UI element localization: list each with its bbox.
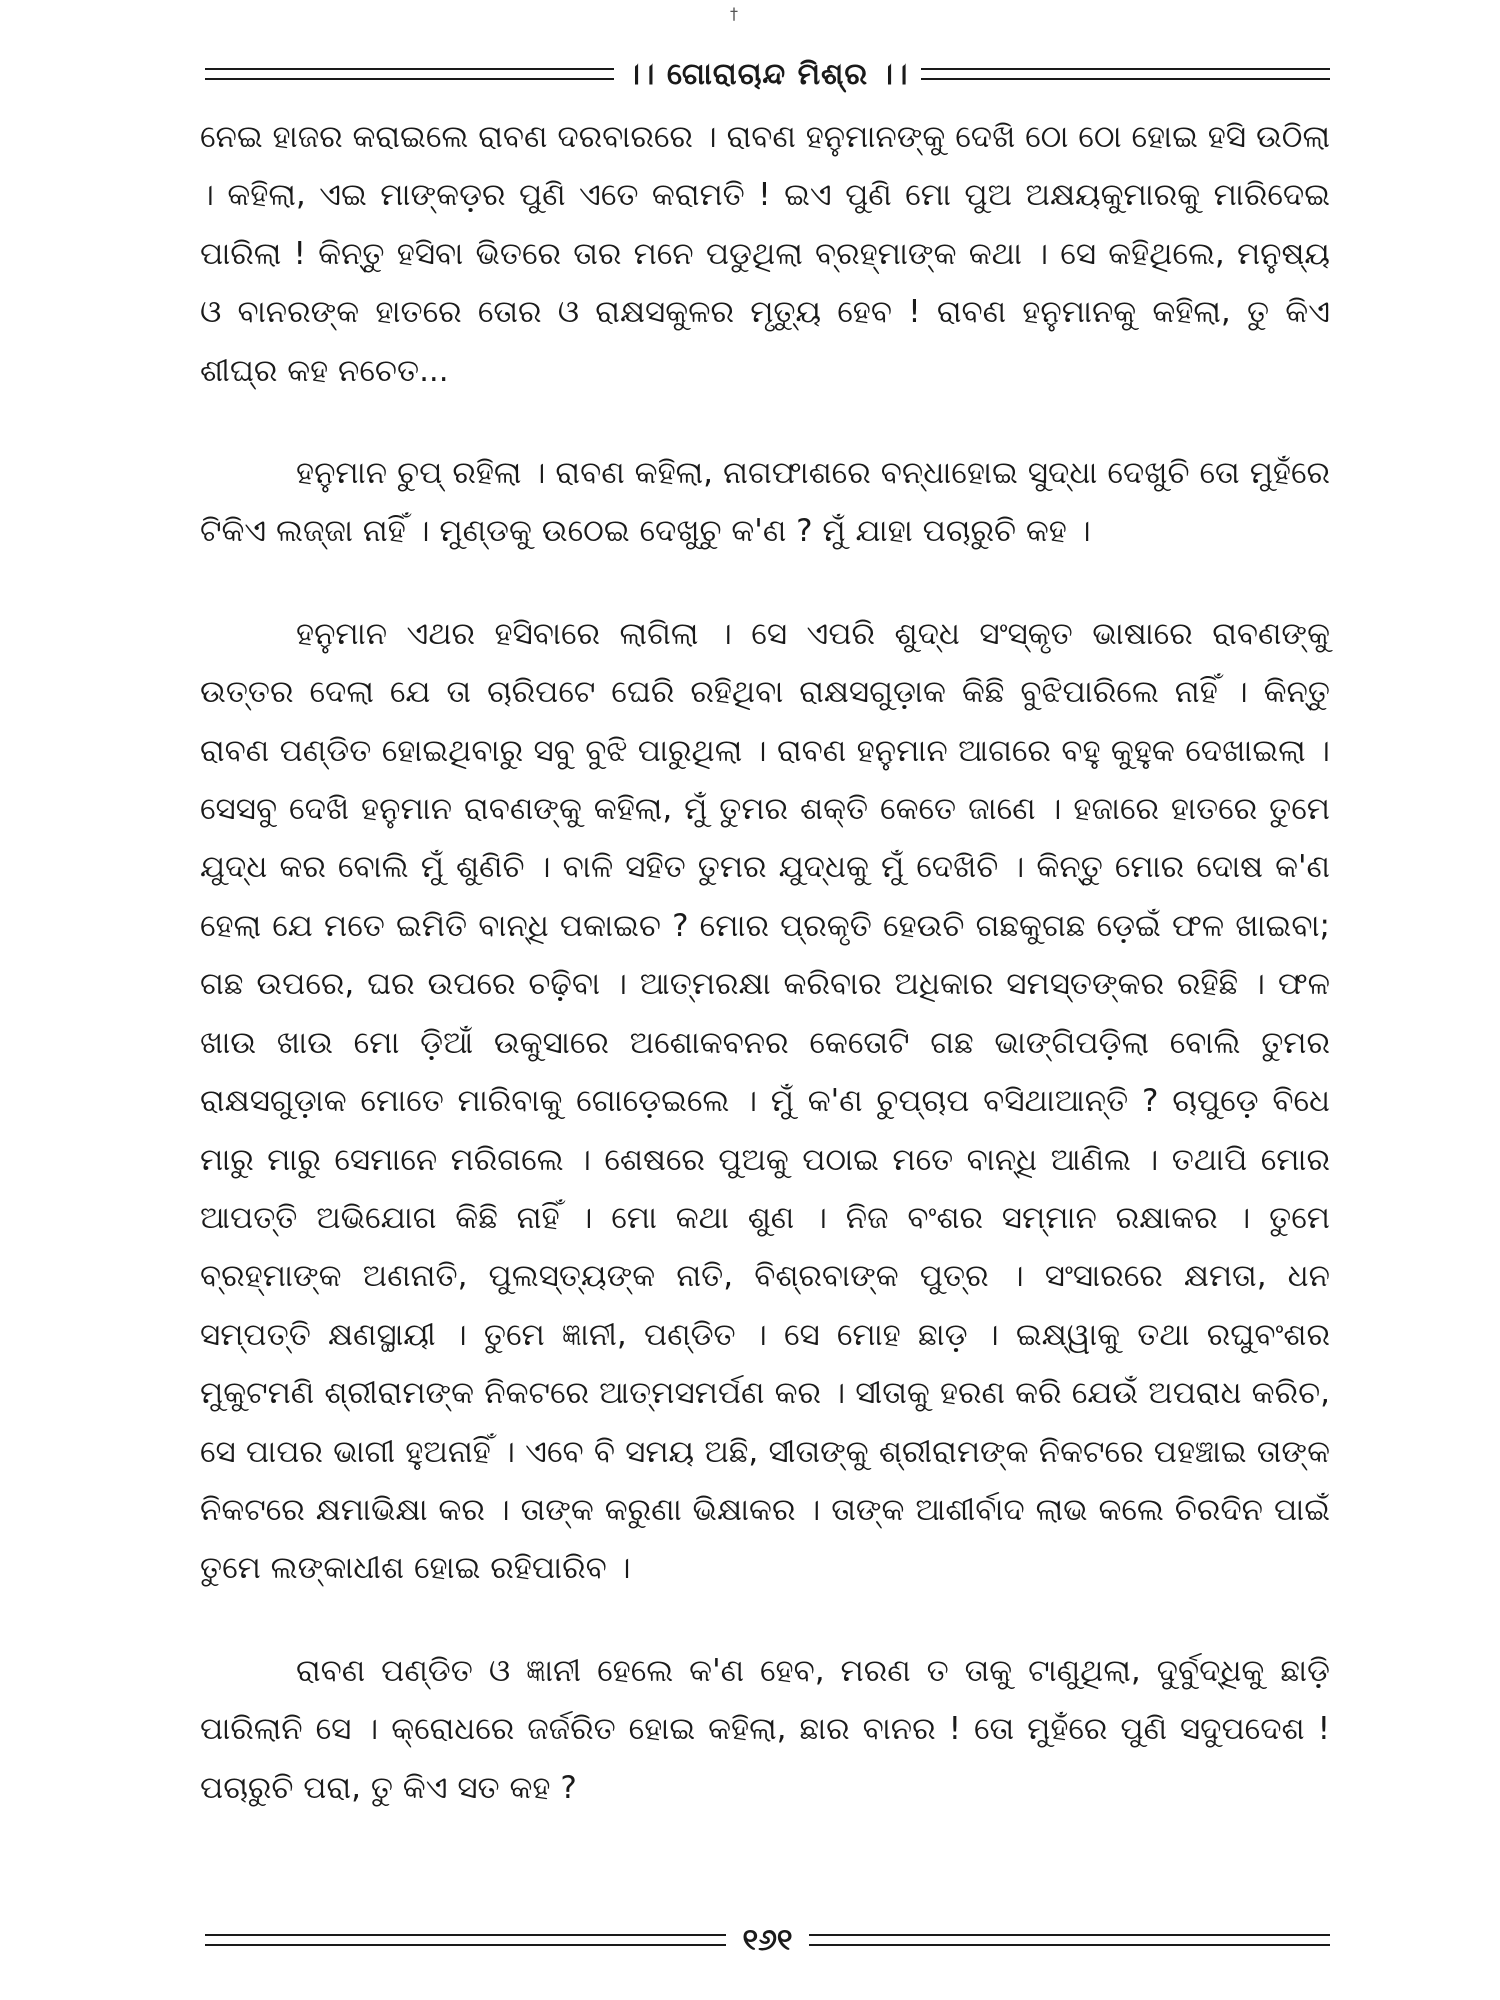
body-text xyxy=(200,108,1330,1817)
page-footer xyxy=(205,1918,1330,1962)
footer-rule-left xyxy=(205,1934,726,1946)
header-rule-right xyxy=(921,68,1330,80)
paragraph-2: ହନୁମାନ ଚୁପ୍ ରହିଲା । ରାବଣ କହିଲା, ନାଗଫାଶରେ ବନ୍ଧାହୋଇ ସୁଦ୍ଧା ଦେଖୁଚି ତୋ ମୁହଁରେ ଟିକିଏ ଲଜ୍ଜା ନାହିଁ । ମୁଣ୍ଡକୁ ଉଠେଇ ଦେଖୁଚୁ କ'ଣ ? ମୁଁ ଯାହା ପଚାରୁଚି କହ । xyxy=(200,455,1330,550)
header-rule-left xyxy=(205,68,614,80)
running-header xyxy=(205,52,1330,96)
paragraph-4: ରାବଣ ପଣ୍ଡିତ ଓ ଜ୍ଞାନୀ ହେଲେ କ'ଣ ହେବ, ମରଣ ତ ତାକୁ ଟାଣୁଥିଲା, ଦୁର୍ବୁଦ୍ଧିକୁ ଛାଡ଼ି ପାରିଲାନି ସେ । କ୍ରୋଧରେ ଜର୍ଜରିତ ହୋଇ କହିଲା, ଛାର ବାନର ! ତୋ ମୁହଁରେ ପୁଣି ସଦୁପଦେଶ ! ପଚାରୁଚି ପରା, ତୁ କିଏ ସତ କହ ? xyxy=(200,1652,1330,1806)
paragraph-3: ହନୁମାନ ଏଥର ହସିବାରେ ଲାଗିଲା । ସେ ଏପରି ଶୁଦ୍ଧ ସଂସ୍କୃତ ଭାଷାରେ ରାବଣଙ୍କୁ ଉତ୍ତର ଦେଲା ଯେ ତା ଚାରିପଟେ ଘେରି ରହିଥିବା ରାକ୍ଷସଗୁଡ଼ାକ କିଛି ବୁଝିପାରିଲେ ନାହିଁ । କିନ୍ତୁ ରାବଣ ପଣ୍ଡିତ ହୋଇଥିବାରୁ ସବୁ ବୁଝି ପାରୁଥିଲା । ରାବଣ ହନୁମାନ ଆଗରେ ବହୁ କୁହୁକ ଦେଖାଇଲା । ସେସବୁ ଦେଖି ହନୁମାନ ରାବଣଙ୍କୁ କହିଲା, ମୁଁ ତୁମର ଶକ୍ତି କେତେ ଜାଣେ । ହଜାରେ ହାତରେ ତୁମେ ଯୁଦ୍ଧ କର ବୋଲି ମୁଁ ଶୁଣିଚି । ବାଳି ସହିତ ତୁମର ଯୁଦ୍ଧକୁ ମୁଁ ଦେଖିଚି । କିନ୍ତୁ ମୋର ଦୋଷ କ'ଣ ହେଲା ଯେ ମତେ ଇମିତି ବାନ୍ଧି ପକାଇଚ ? ମୋର ପ୍ରକୃତି ହେଉଚି ଗଛକୁଗଛ ଡ଼େଇଁ ଫଳ ଖାଇବା; ଗଛ ଉପରେ, ଘର ଉପରେ ଚଢ଼ିବା । ଆତ୍ମରକ୍ଷା କରିବାର ଅଧିକାର ସମସ୍ତଙ୍କର ରହିଛି । ଫଳ ଖାଉ ଖାଉ ମୋ ଡ଼ିଆଁ ଉକୁସାରେ ଅଶୋକବନର କେତୋଟି ଗଛ ଭାଙ୍ଗିପଡ଼ିଲା ବୋଲି ତୁମର ରାକ୍ଷସଗୁଡ଼ାକ ମୋତେ ମାରିବାକୁ ଗୋଡ଼େଇଲେ । ମୁଁ କ'ଣ ଚୁପ୍‌ଚାପ ବସିଥାଆନ୍ତି ? ଚାପୁଡ଼େ ବିଧେ ମାରୁ ମାରୁ ସେମାନେ ମରିଗଲେ । ଶେଷରେ ପୁଅକୁ ପଠାଇ ମତେ ବାନ୍ଧି ଆଣିଲ । ତଥାପି ମୋର ଆପତ୍ତି ଅଭିଯୋଗ କିଛି ନାହିଁ । ମୋ କଥା ଶୁଣ । ନିଜ ବଂଶର ସମ୍ମାନ ରକ୍ଷାକର । ତୁମେ ବ୍ରହ୍ମାଙ୍କ ଅଣନାତି, ପୁଲସ୍ତ୍ୟଙ୍କ ନାତି, ବିଶ୍ରବାଙ୍କ ପୁତ୍ର । ସଂସାରରେ କ୍ଷମତା, ଧନ ସମ୍ପତ୍ତି କ୍ଷଣସ୍ଥାୟୀ । ତୁମେ ଜ୍ଞାନୀ, ପଣ୍ଡିତ । ସେ ମୋହ ଛାଡ଼ । ଇକ୍ଷ୍ୱାକୁ ତଥା ରଘୁବଂଶର ମୁକୁଟମଣି ଶ୍ରୀରାମଙ୍କ ନିକଟରେ ଆତ୍ମସମର୍ପଣ କର । ସୀତାକୁ ହରଣ କରି ଯେଉଁ ଅପରାଧ କରିଚ, ସେ ପାପର ଭାଗୀ ହୁଅନାହିଁ । ଏବେ ବି ସମୟ ଅଛି, ସୀତାଙ୍କୁ ଶ୍ରୀରାମଙ୍କ ନିକଟରେ ପହଞ୍ଚାଇ ତାଙ୍କ ନିକଟରେ କ୍ଷମାଭିକ୍ଷା କର । ତାଙ୍କ କରୁଣା ଭିକ୍ଷାକର । ତାଙ୍କ ଆଶୀର୍ବାଦ ଲାଭ କଲେ ଚିରଦିନ ପାଇଁ ତୁମେ ଲଙ୍କାଧୀଶ ହୋଇ ରହିପାରିବ । xyxy=(200,615,1330,1587)
paragraph-1: ନେଇ ହାଜର କରାଇଲେ ରାବଣ ଦରବାରରେ । ରାବଣ ହନୁମାନଙ୍କୁ ଦେଖି ଠୋ ଠୋ ହୋଇ ହସି ଉଠିଲା । କହିଲା, ଏଇ ମାଙ୍କଡ଼ର ପୁଣି ଏତେ କରାମତି ! ଇଏ ପୁଣି ମୋ ପୁଅ ଅକ୍ଷୟକୁମାରକୁ ମାରିଦେଇ ପାରିଲା ! କିନ୍ତୁ ହସିବା ଭିତରେ ତାର ମନେ ପଡୁଥିଲା ବ୍ରହ୍ମାଙ୍କ କଥା । ସେ କହିଥିଲେ, ମନୁଷ୍ୟ ଓ ବାନରଙ୍କ ହାତରେ ତୋର ଓ ରାକ୍ଷସକୁଳର ମୃତ୍ୟୁ ହେବ ! ରାବଣ ହନୁମାନକୁ କହିଲା, ତୁ କିଏ ଶୀଘ୍ର କହ ନଚେତ... xyxy=(200,119,1330,389)
page-number: ୧୬୧ xyxy=(742,1922,793,1958)
top-margin-mark: † xyxy=(730,4,738,23)
footer-rule-right xyxy=(809,1934,1330,1946)
header-title: ।। ଗୋରାଚାନ୍ଦ ମିଶ୍ର ।। xyxy=(626,56,909,92)
